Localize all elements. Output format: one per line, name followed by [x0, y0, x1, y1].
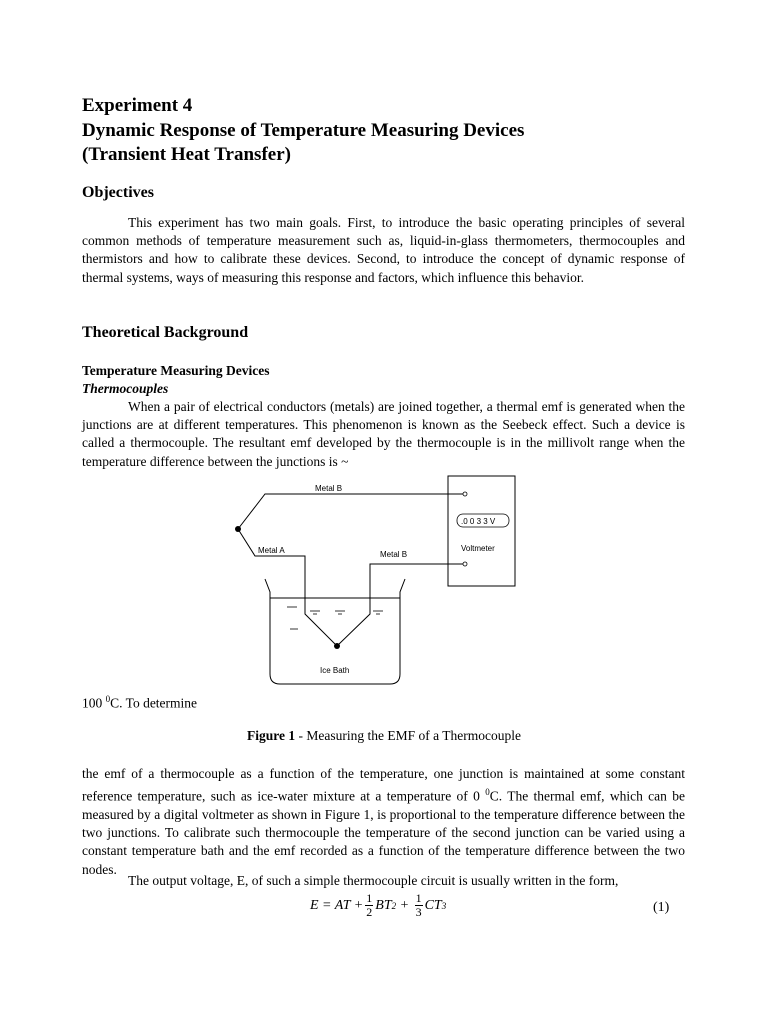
experiment-subtitle: (Transient Heat Transfer)	[82, 144, 291, 165]
thermocouple-diagram	[225, 474, 525, 689]
devices-subheading: Temperature Measuring Devices	[82, 363, 270, 378]
water-marks	[287, 607, 383, 629]
output-voltage-paragraph: The output voltage, E, of such a simple thermocouple circuit is usually written in the form,	[128, 873, 619, 888]
metal-a-label: Metal A	[258, 546, 285, 555]
equation-number: (1)	[653, 900, 670, 915]
experiment-title: Dynamic Response of Temperature Measuring Devices	[82, 119, 525, 141]
metal-b-top-label: Metal B	[315, 484, 343, 493]
experiment-number: Experiment 4	[82, 95, 193, 116]
ice-bath-label: Ice Bath	[320, 666, 350, 675]
figure-caption-text: - Measuring the EMF of a Thermocouple	[295, 728, 521, 743]
cold-junction	[334, 643, 340, 649]
thermocouple-paragraph: When a pair of electrical conductors (metals) are joined together, a thermal emf is generated when the junctions are at different temperatures. This phenomenon is known as the Seebeck effect. Such a device is called a thermocouple. The resultant emf developed by the thermocouple is in the millivolt range when the temperature difference between the junctions is ~	[82, 399, 685, 469]
calibration-paragraph: the emf of a thermocouple as a function of the temperature, one junction is maintained at some constant reference temperature, such as ice-water mixture at a temperature of 0 $^0$C. The thermal emf, which can be measured by a digital voltmeter as shown in Figure 1, is proportional to the temperature difference between the two junctions. To calibrate such thermocouple the temperature of the second junction can be varied using a constant temperature bath and the emf recorded as a function of the temperature difference between the two nodes.	[82, 766, 686, 877]
thermocouples-subheading: Thermocouples	[82, 381, 169, 396]
theory-heading: Theoretical Background	[82, 324, 249, 341]
metal-b-right-wire	[337, 564, 465, 646]
figure-caption	[0, 728, 768, 744]
metal-b-top-wire	[238, 494, 465, 529]
voltmeter-reading: .0 0 3 3 V	[461, 517, 496, 526]
voltmeter-terminal-top	[463, 492, 467, 496]
document-title	[82, 94, 524, 168]
objectives-paragraph: This experiment has two main goals. First, to introduce the basic operating principles of several common methods of temperature measurement such as, liquid-in-glass thermometers, thermocouples and thermistors and how to calibrate these devices. Second, to introduce the concept of dynamic response of thermal systems, ways of measuring this response and factors, which influence this behavior.	[82, 215, 685, 285]
thermocouple-paragraph-continued: 100 $^0$C. To determine	[82, 694, 198, 711]
metal-b-right-label: Metal B	[380, 550, 408, 559]
equation-1: E = AT + $\frac{1}{2}$ BT 2 + $\frac{1}{3}$ CT 3	[310, 891, 447, 919]
objectives-heading: Objectives	[82, 184, 154, 201]
figure-label: Figure 1	[247, 728, 296, 743]
metal-a-wire	[238, 529, 337, 646]
voltmeter-label: Voltmeter	[461, 544, 495, 553]
voltmeter-box	[448, 476, 515, 586]
voltmeter-terminal-bottom	[463, 562, 467, 566]
